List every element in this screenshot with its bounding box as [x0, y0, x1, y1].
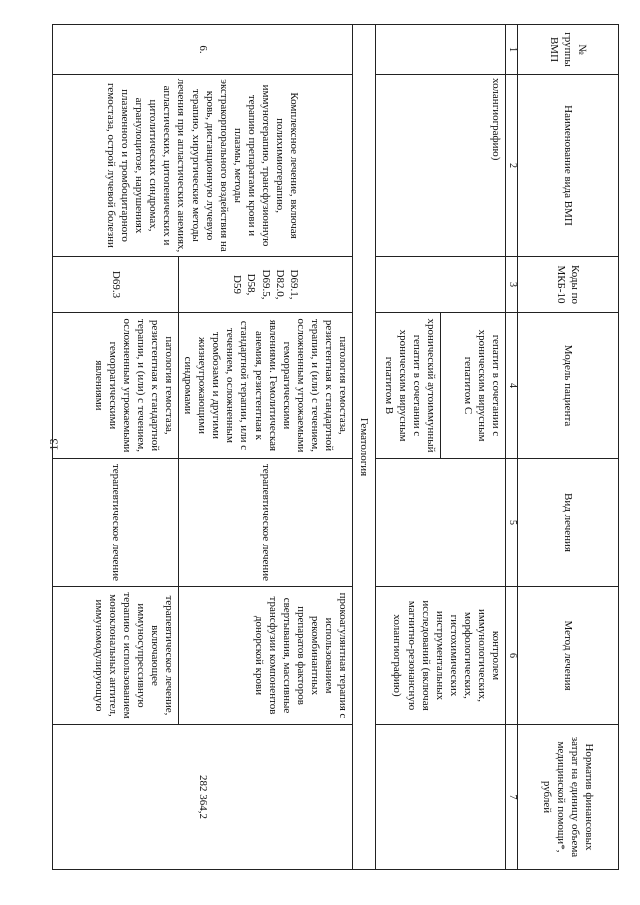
column-number: 1 — [506, 25, 518, 75]
patient-model: патология гемостаза, резистентная к стандартной терапии, и (или) с течением, осложненным угрожаемыми геморрагическими явлениями. Гемолитическая анемия, резистентная к стандартной терапии, или с течением, осложненным тромбозами и другими жизнеугрожающими синдромами — [179, 313, 353, 459]
header-row — [518, 25, 619, 870]
column-number: 6 — [506, 587, 518, 725]
continuation-group-cell — [376, 25, 506, 75]
icd-code-line: D59 — [231, 275, 244, 294]
header-cost-norm: Норматив финансовых затрат на единицу объема медицинской помощи*, рублей — [518, 725, 619, 870]
icd-codes: D69.3 — [53, 257, 179, 313]
column-number-row — [506, 25, 518, 870]
treatment-method: прокоагулянтная терапия с использованием рекомбинантных препаратов факторов свертывания, массивные трансфузии компонентов донорской крови — [179, 587, 353, 725]
vmp-table — [52, 24, 619, 870]
cost-norm: 282 364,2 — [53, 725, 353, 870]
header-treatment-method: Метод лечения — [518, 587, 619, 725]
treatment-method: терапевтическое лечение, включающее иммуносупрессивную терапию с использованием моноклональных антител, иммуномодулирующую — [53, 587, 179, 725]
column-number: 2 — [506, 75, 518, 257]
rotated-page — [79, 24, 619, 869]
treatment-type: терапевтическое лечение — [179, 459, 353, 587]
header-treatment-type: Вид лечения — [518, 459, 619, 587]
column-number: 7 — [506, 725, 518, 870]
continuation-treatment-type — [376, 459, 506, 587]
header-group-number: № группы ВМП — [518, 25, 619, 75]
vmp-name: Комплексное лечение, включая полихимиотерапию, иммунотерапию, трансфузионную терапию препаратами крови и плазмы, методы экстракорпорального воздействия на кровь, дистанционную лучевую терапию, хирургические методы лечения при апластических анемиях, апластических, цитопенических и цитолитических синдромах, агранулоцитозе, нарушениях плазменного и тромбоцитарного гемостаза, острой лучевой болезни — [53, 75, 353, 257]
section-row — [353, 25, 376, 870]
icd-code-line: D69.5, D58, — [245, 269, 272, 300]
icd-code-line: D69.1, D82.0, — [273, 269, 300, 300]
header-patient-model: Модель пациента — [518, 313, 619, 459]
column-number: 4 — [506, 313, 518, 459]
continuation-method: контролем иммунологических, морфологических, гистохимических инструментальных исследований (включая магнитно-резонансную холангиографию) — [376, 587, 506, 725]
continuation-row — [441, 25, 506, 870]
icd-codes — [179, 257, 353, 313]
continuation-model-b: хронический аутоиммунный гепатит в сочетании с хроническим вирусным гепатитом В — [376, 313, 441, 459]
continuation-model-a: гепатит в сочетании с хроническим вирусным гепатитом С — [441, 313, 506, 459]
continuation-norm — [376, 725, 506, 870]
table-row — [179, 25, 353, 870]
patient-model: патология гемостаза, резистентная к стандартной терапии, и (или) с течением, осложненным угрожаемыми геморрагическими явлениями — [53, 313, 179, 459]
header-icd-codes: Коды по МКБ-10 — [518, 257, 619, 313]
continuation-vmp-name: холангиографию) — [376, 75, 506, 257]
header-vmp-name: Наименование вида ВМП — [518, 75, 619, 257]
group-number: 6. — [53, 25, 353, 75]
column-number: 3 — [506, 257, 518, 313]
section-title: Гематология — [353, 25, 376, 870]
page-number: 13 — [46, 438, 61, 451]
column-number: 5 — [506, 459, 518, 587]
treatment-type: терапевтическое лечение — [53, 459, 179, 587]
continuation-codes — [376, 257, 506, 313]
